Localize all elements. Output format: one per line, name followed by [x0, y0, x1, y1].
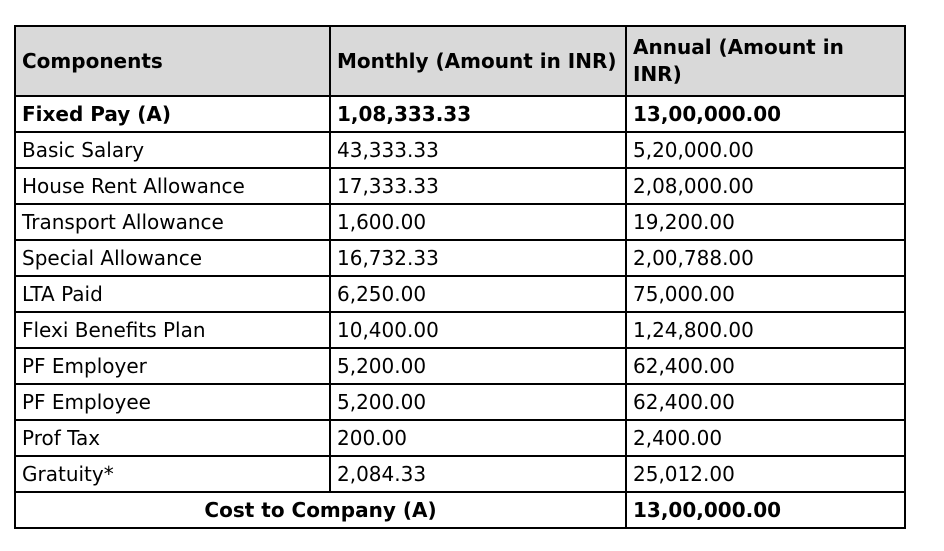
monthly-cell: 5,200.00 — [330, 384, 626, 420]
table-row — [15, 168, 905, 204]
component-cell: Gratuity* — [15, 456, 330, 492]
annual-cell: 62,400.00 — [626, 384, 905, 420]
component-cell: LTA Paid — [15, 276, 330, 312]
total-label: Cost to Company (A) — [15, 492, 626, 528]
table-row — [15, 384, 905, 420]
header-annual: Annual (Amount in INR) — [626, 26, 905, 96]
table-row — [15, 312, 905, 348]
table-row — [15, 132, 905, 168]
component-cell: Prof Tax — [15, 420, 330, 456]
monthly-cell: 10,400.00 — [330, 312, 626, 348]
monthly-cell: 43,333.33 — [330, 132, 626, 168]
total-annual: 13,00,000.00 — [626, 492, 905, 528]
monthly-cell: 16,732.33 — [330, 240, 626, 276]
annual-cell: 2,400.00 — [626, 420, 905, 456]
component-cell: Basic Salary — [15, 132, 330, 168]
component-cell: PF Employer — [15, 348, 330, 384]
monthly-cell: 5,200.00 — [330, 348, 626, 384]
annual-cell: 75,000.00 — [626, 276, 905, 312]
monthly-cell: 17,333.33 — [330, 168, 626, 204]
table-row — [15, 456, 905, 492]
monthly-cell: 2,084.33 — [330, 456, 626, 492]
table-row — [15, 276, 905, 312]
annual-cell: 2,08,000.00 — [626, 168, 905, 204]
table-row — [15, 420, 905, 456]
component-cell: Flexi Benefits Plan — [15, 312, 330, 348]
table-row — [15, 240, 905, 276]
header-monthly: Monthly (Amount in INR) — [330, 26, 626, 96]
fixed-pay-monthly: 1,08,333.33 — [330, 96, 626, 132]
annual-cell: 5,20,000.00 — [626, 132, 905, 168]
component-cell: Special Allowance — [15, 240, 330, 276]
monthly-cell: 1,600.00 — [330, 204, 626, 240]
table-row — [15, 204, 905, 240]
annual-cell: 19,200.00 — [626, 204, 905, 240]
annual-cell: 2,00,788.00 — [626, 240, 905, 276]
monthly-cell: 200.00 — [330, 420, 626, 456]
component-cell: Transport Allowance — [15, 204, 330, 240]
ctc-breakdown-table — [14, 25, 906, 529]
fixed-pay-label: Fixed Pay (A) — [15, 96, 330, 132]
monthly-cell: 6,250.00 — [330, 276, 626, 312]
table-row — [15, 348, 905, 384]
header-components: Components — [15, 26, 330, 96]
annual-cell: 62,400.00 — [626, 348, 905, 384]
fixed-pay-row — [15, 96, 905, 132]
component-cell: House Rent Allowance — [15, 168, 330, 204]
total-row — [15, 492, 905, 528]
annual-cell: 1,24,800.00 — [626, 312, 905, 348]
component-cell: PF Employee — [15, 384, 330, 420]
table-header-row — [15, 26, 905, 96]
fixed-pay-annual: 13,00,000.00 — [626, 96, 905, 132]
annual-cell: 25,012.00 — [626, 456, 905, 492]
